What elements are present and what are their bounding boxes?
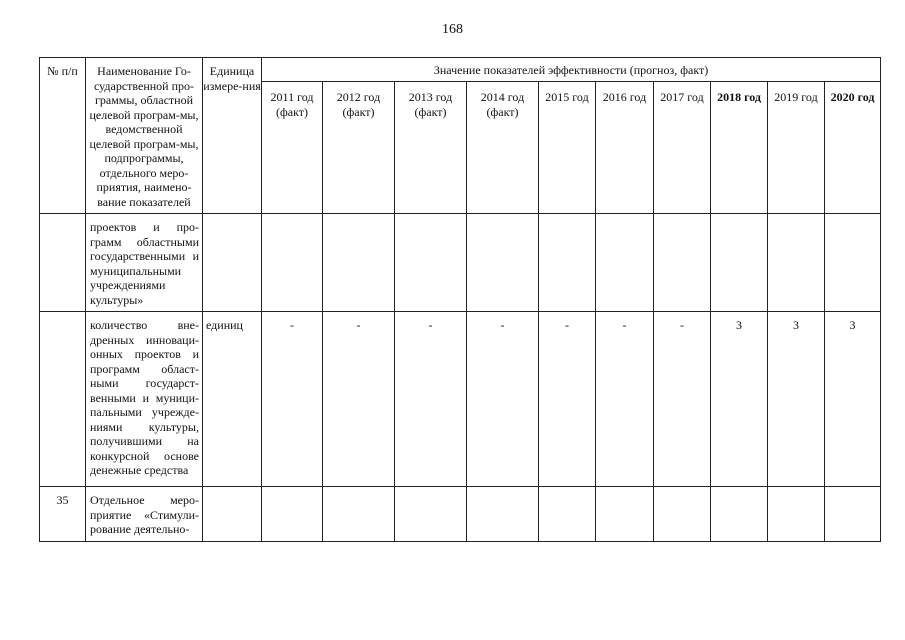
row-num: 35 xyxy=(40,487,86,542)
year-header: 2016 год xyxy=(596,82,654,214)
row-value xyxy=(467,214,539,312)
header-name: Наименование Го-сударственной про-граммы, областной целевой програм-мы, ведомственной целевой програм-мы, подпрограммы, отдельного меро-приятия, наимено-вание показателей xyxy=(86,58,203,214)
row-value xyxy=(596,214,654,312)
row-value: 3 xyxy=(711,312,768,487)
row-unit xyxy=(203,214,262,312)
year-header: 2019 год xyxy=(768,82,825,214)
year-header: 2018 год xyxy=(711,82,768,214)
table-row xyxy=(40,312,881,487)
row-value: - xyxy=(395,312,467,487)
row-value xyxy=(711,487,768,542)
header-values-title: Значение показателей эффективности (прогноз, факт) xyxy=(262,58,881,82)
row-value: - xyxy=(262,312,323,487)
row-name: Отдельное меро-приятие «Стимули-рование деятельно- xyxy=(86,487,203,542)
header-num: № п/п xyxy=(40,58,86,214)
row-value: - xyxy=(654,312,711,487)
row-unit xyxy=(203,487,262,542)
year-header: 2013 год (факт) xyxy=(395,82,467,214)
indicators-table xyxy=(39,57,881,542)
row-value xyxy=(323,487,395,542)
row-value xyxy=(596,487,654,542)
header-unit: Единица измере-ния xyxy=(203,58,262,214)
row-value xyxy=(395,214,467,312)
row-value xyxy=(768,487,825,542)
row-value: - xyxy=(539,312,596,487)
row-value xyxy=(825,487,881,542)
row-value xyxy=(395,487,467,542)
year-header: 2014 год (факт) xyxy=(467,82,539,214)
row-value: - xyxy=(596,312,654,487)
row-name: количество вне-дренных инноваци-онных проектов и программ област-ными государст-венными и муници-пальными учрежде-ниями культуры, получившими на конкурсной основе денежные средства xyxy=(86,312,203,487)
year-header: 2012 год (факт) xyxy=(323,82,395,214)
row-value xyxy=(825,214,881,312)
row-value xyxy=(539,487,596,542)
row-value xyxy=(768,214,825,312)
row-value xyxy=(262,214,323,312)
row-value: 3 xyxy=(768,312,825,487)
row-num xyxy=(40,312,86,487)
page-number: 168 xyxy=(442,22,463,37)
row-value xyxy=(654,214,711,312)
row-value xyxy=(262,487,323,542)
row-value: - xyxy=(323,312,395,487)
row-value xyxy=(467,487,539,542)
row-value: - xyxy=(467,312,539,487)
year-header: 2020 год xyxy=(825,82,881,214)
row-num xyxy=(40,214,86,312)
row-value xyxy=(323,214,395,312)
year-header: 2015 год xyxy=(539,82,596,214)
row-name: проектов и про-грамм областными государственными и муниципальными учреждениями культуры» xyxy=(86,214,203,312)
row-value xyxy=(654,487,711,542)
row-value xyxy=(711,214,768,312)
year-header: 2017 год xyxy=(654,82,711,214)
table-row xyxy=(40,214,881,312)
row-value: 3 xyxy=(825,312,881,487)
row-value xyxy=(539,214,596,312)
header-row xyxy=(40,58,881,82)
table-row xyxy=(40,487,881,542)
row-unit: единиц xyxy=(203,312,262,487)
year-header: 2011 год (факт) xyxy=(262,82,323,214)
